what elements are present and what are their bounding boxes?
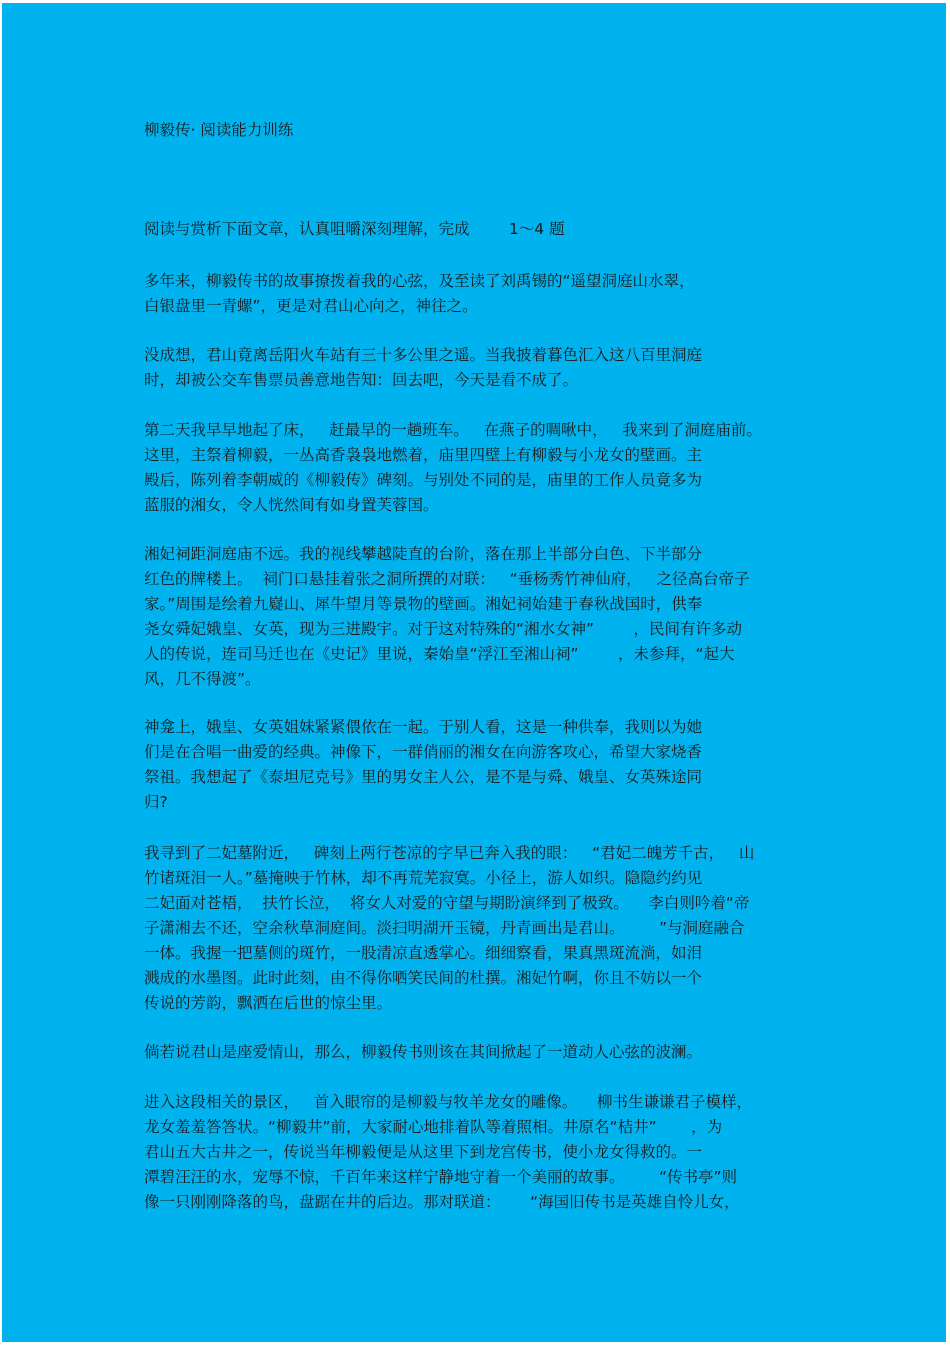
text-line: 子潇湘去不还，空余秋草洞庭间。淡扫明湖开玉镜，丹青画出是君山。 ”与洞庭融合 — [144, 919, 745, 937]
text-line: 殿后，陈列着李朝威的《柳毅传》碑刻。与别处不同的是，庙里的工作人员竟多为 — [144, 471, 703, 489]
paragraph-4 — [144, 542, 749, 692]
paragraph-6 — [144, 841, 754, 1016]
text-line: 归? — [144, 793, 168, 811]
text-line: 进入这段相关的景区， 首入眼帘的是柳毅与牧羊龙女的雕像。 柳书生谦谦君子模样， — [144, 1093, 752, 1111]
text-line: 二妃面对苍梧， 扶竹长泣， 将女人对爱的守望与期盼演绎到了极致。 李白则吟着“帝 — [144, 894, 750, 912]
document-page — [2, 3, 946, 1342]
text-line: 潭碧汪汪的水，宠辱不惊，千百年来这样宁静地守着一个美丽的故事。 “传书亭”则 — [144, 1168, 738, 1186]
text-line: 倘若说君山是座爱情山，那么，柳毅传书则该在其间掀起了一道动人心弦的波澜。 — [144, 1043, 703, 1061]
paragraph-3 — [144, 418, 762, 518]
text-line: 尧女舜妃娥皇、女英，现为三进殿宇。对于这对特殊的“湘水女神” ，民间有许多动 — [144, 620, 742, 638]
text-line: 多年来，柳毅传书的故事撩拨着我的心弦，及至读了刘禹锡的“遥望洞庭山水翠， — [144, 272, 695, 290]
paragraph-5 — [144, 715, 702, 815]
paragraph-8 — [144, 1090, 752, 1215]
text-line: 红色的牌楼上。 祠门口悬挂着张之洞所撰的对联： “垂杨秀竹神仙府， 之径高台帝子 — [144, 570, 750, 588]
text-line: 龙女羞羞答答状。“柳毅井”前，大家耐心地排着队等着照相。井原名“桔井” ，为 — [144, 1118, 723, 1136]
text-line: 竹诸斑泪一人。”墓掩映于竹林，却不再荒芜寂寞。小径上，游人如织。隐隐约约见 — [144, 869, 703, 887]
text-line: 风，几不得渡”。 — [144, 670, 261, 688]
text-line: 溅成的水墨图。此时此刻，由不得你哂笑民间的杜撰。湘妃竹啊，你且不妨以一个 — [144, 969, 703, 987]
text-line: 时，却被公交车售票员善意地告知：回去吧，今天是看不成了。 — [144, 371, 579, 389]
instruction-line: 阅读与赏析下面文章，认真咀嚼深刻理解，完成 1～4 题 — [144, 220, 565, 238]
text-line: 第二天我早早地起了床， 赶最早的一趟班车。 在燕子的啁啾中， 我来到了洞庭庙前。 — [144, 421, 762, 439]
text-line: 蓝服的湘女，令人恍然间有如身置芙蓉国。 — [144, 496, 439, 514]
text-line: 湘妃祠距洞庭庙不远。我的视线攀越陡直的台阶，落在那上半部分白色、下半部分 — [144, 545, 703, 563]
text-line: 没成想，君山竟离岳阳火车站有三十多公里之遥。当我披着暮色汇入这八百里洞庭 — [144, 346, 703, 364]
text-line: 君山五大古井之一，传说当年柳毅便是从这里下到龙宫传书，使小龙女得救的。一 — [144, 1143, 703, 1161]
paragraph-7 — [144, 1040, 702, 1065]
text-line: 一体。我握一把墓侧的斑竹，一股清凉直透掌心。细细察看，果真黑斑流淌，如泪 — [144, 944, 703, 962]
paragraph-2 — [144, 343, 702, 393]
text-line: 传说的芳韵，飘洒在后世的惊尘里。 — [144, 994, 393, 1012]
text-line: 家。”周围是绘着九嶷山、犀牛望月等景物的壁画。湘妃祠始建于春秋战国时，供奉 — [144, 595, 703, 613]
document-title: 柳毅传· 阅读能力训练 — [144, 121, 294, 139]
text-line: 神龛上，娥皇、女英姐妹紧紧偎依在一起。于别人看，这是一种供奉，我则以为她 — [144, 718, 703, 736]
text-line: 祭祖。我想起了《泰坦尼克号》里的男女主人公，是不是与舜、娥皇、女英殊途同 — [144, 768, 703, 786]
text-line: 像一只刚刚降落的鸟，盘踞在井的后边。那对联道： “海国旧传书是英雄自怜儿女， — [144, 1193, 740, 1211]
text-line: 我寻到了二妃墓附近， 碑刻上两行苍凉的字早已奔入我的眼： “君妃二魄芳千古， 山 — [144, 844, 755, 862]
text-line: 们是在合唱一曲爱的经典。神像下，一群俏丽的湘女在向游客攻心，希望大家烧香 — [144, 743, 703, 761]
text-line: 白银盘里一青螺”，更是对君山心向之，神往之。 — [144, 297, 478, 315]
text-line: 人的传说，连司马迁也在《史记》里说，秦始皇“浮江至湘山祠” ，未参拜，“起大 — [144, 645, 735, 663]
text-line: 这里，主祭着柳毅，一丛高香袅袅地燃着，庙里四壁上有柳毅与小龙女的壁画。主 — [144, 446, 703, 464]
paragraph-1 — [144, 269, 695, 319]
instruction — [144, 217, 565, 242]
